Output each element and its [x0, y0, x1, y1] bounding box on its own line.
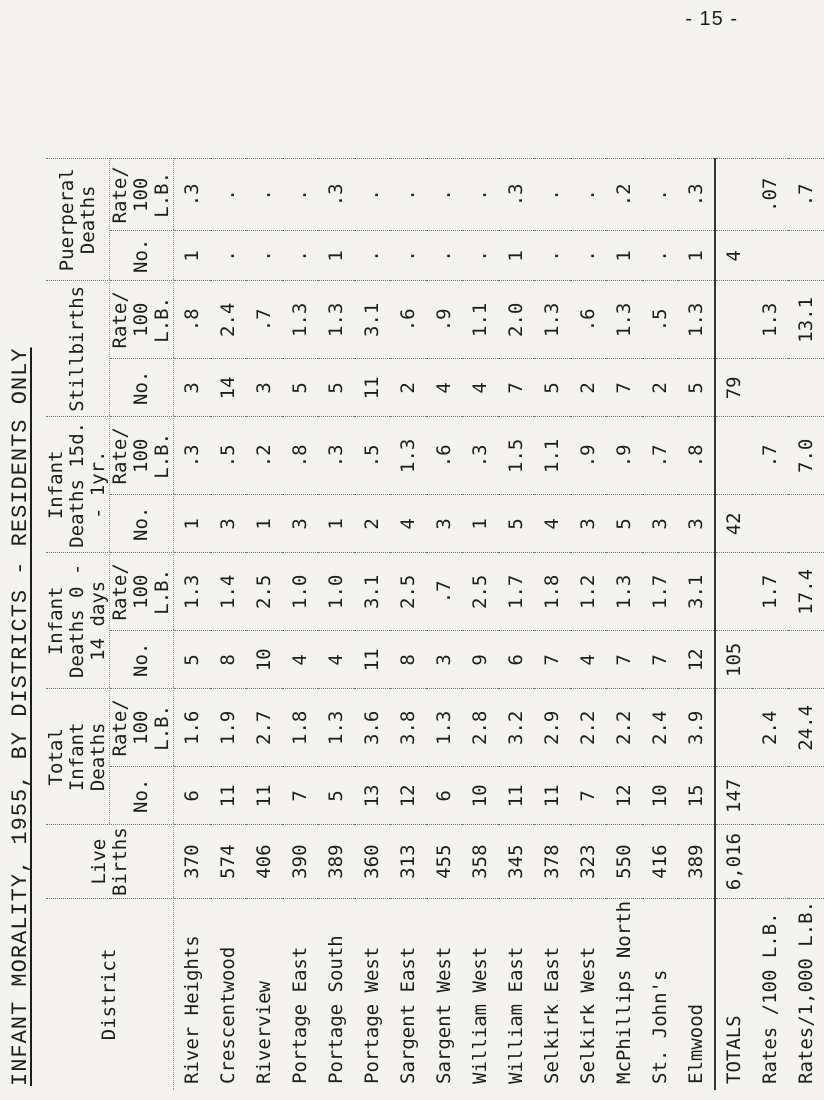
cell: 378: [534, 825, 570, 899]
cell: .: [354, 231, 390, 281]
cell: 14: [210, 359, 246, 417]
cell: 550: [606, 825, 642, 899]
cell: 24.4: [788, 689, 824, 767]
infant-mortality-table: [46, 158, 824, 1090]
district-name: Selkirk West: [570, 898, 606, 1090]
table-row: [606, 159, 642, 1090]
cell: .7: [642, 417, 678, 495]
cell: 2.4: [210, 281, 246, 359]
cell: 2: [642, 359, 678, 417]
cell: .3: [462, 417, 498, 495]
cell: 11: [246, 767, 282, 825]
cell: 1.3: [426, 689, 462, 767]
cell: 4: [390, 495, 426, 553]
header-stillbirths: Stillbirths: [46, 281, 110, 417]
cell: [752, 359, 788, 417]
cell: 2: [390, 359, 426, 417]
cell: 3: [570, 495, 606, 553]
cell: 389: [678, 825, 715, 899]
cell: 1: [318, 231, 354, 281]
cell: .7: [426, 553, 462, 631]
cell: .3: [174, 159, 211, 231]
cell: 7: [282, 767, 318, 825]
cell: 6: [498, 631, 534, 689]
cell: 313: [390, 825, 426, 899]
cell: .7: [752, 417, 788, 495]
cell: 13: [354, 767, 390, 825]
cell: 1.3: [606, 281, 642, 359]
cell: [715, 689, 752, 767]
cell: 3.6: [354, 689, 390, 767]
cell: 6,016: [715, 825, 752, 899]
cell: 1.7: [498, 553, 534, 631]
cell: 2.5: [462, 553, 498, 631]
cell: .9: [570, 417, 606, 495]
cell: 105: [715, 631, 752, 689]
cell: 1.0: [318, 553, 354, 631]
cell: .5: [354, 417, 390, 495]
cell: 1.3: [318, 281, 354, 359]
cell: 1.1: [462, 281, 498, 359]
cell: 2.4: [642, 689, 678, 767]
cell: 1: [174, 495, 211, 553]
cell: [752, 631, 788, 689]
cell: 345: [498, 825, 534, 899]
cell: .: [462, 159, 498, 231]
subheader-rate: Rate/ 100 L.B.: [110, 689, 174, 767]
cell: 360: [354, 825, 390, 899]
cell: .3: [318, 417, 354, 495]
rates-1000-row: [788, 159, 824, 1090]
district-name: Riverview: [246, 898, 282, 1090]
cell: .: [642, 159, 678, 231]
cell: 1.3: [534, 281, 570, 359]
cell: 2: [354, 495, 390, 553]
cell: 5: [174, 631, 211, 689]
cell: 1.3: [752, 281, 788, 359]
cell: 9: [462, 631, 498, 689]
cell: 79: [715, 359, 752, 417]
subheader-rate: Rate/ 100 L.B.: [110, 281, 174, 359]
cell: 5: [678, 359, 715, 417]
cell: 10: [642, 767, 678, 825]
cell: .3: [498, 159, 534, 231]
cell: [788, 767, 824, 825]
cell: .: [534, 231, 570, 281]
cell: 2.0: [498, 281, 534, 359]
cell: .3: [174, 417, 211, 495]
subheader-no: No.: [110, 767, 174, 825]
cell: .9: [606, 417, 642, 495]
cell: 3.9: [678, 689, 715, 767]
cell: 358: [462, 825, 498, 899]
cell: 3: [210, 495, 246, 553]
cell: 2.2: [606, 689, 642, 767]
cell: 1.8: [282, 689, 318, 767]
table-row: [246, 159, 282, 1090]
cell: 11: [354, 631, 390, 689]
title-text: INFANT MORALITY, 1955, BY DISTRICTS - RESIDENTS ONLY: [8, 347, 33, 1086]
cell: .: [210, 231, 246, 281]
cell: 4: [534, 495, 570, 553]
district-name: William East: [498, 898, 534, 1090]
cell: .: [534, 159, 570, 231]
cell: .5: [642, 281, 678, 359]
district-name: William West: [462, 898, 498, 1090]
cell: .: [390, 231, 426, 281]
cell: .7: [246, 281, 282, 359]
header-total-infant-deaths: Total Infant Deaths: [46, 689, 110, 825]
cell: 11: [534, 767, 570, 825]
cell: .: [390, 159, 426, 231]
cell: 7: [498, 359, 534, 417]
cell: 11: [498, 767, 534, 825]
cell: 7: [570, 767, 606, 825]
subheader-rate: Rate/ 100 L.B.: [110, 159, 174, 231]
cell: .: [642, 231, 678, 281]
cell: .: [426, 231, 462, 281]
cell: 7: [606, 631, 642, 689]
cell: [788, 231, 824, 281]
cell: 1.6: [174, 689, 211, 767]
page-number: - 15 -: [685, 8, 738, 30]
cell: 3: [426, 631, 462, 689]
cell: 2.8: [462, 689, 498, 767]
cell: 15: [678, 767, 715, 825]
cell: 390: [282, 825, 318, 899]
table-row: [642, 159, 678, 1090]
cell: [715, 159, 752, 231]
cell: 6: [174, 767, 211, 825]
table-row: [354, 159, 390, 1090]
cell: 4: [318, 631, 354, 689]
cell: 3: [426, 495, 462, 553]
cell: .6: [426, 417, 462, 495]
cell: 1.2: [570, 553, 606, 631]
cell: [788, 631, 824, 689]
cell: 4: [715, 231, 752, 281]
district-name: Portage East: [282, 898, 318, 1090]
cell: .: [282, 159, 318, 231]
table-row: [282, 159, 318, 1090]
cell: 3.1: [354, 281, 390, 359]
cell: 370: [174, 825, 211, 899]
cell: 12: [678, 631, 715, 689]
rates-1000-label: Rates/1,000 L.B.: [788, 898, 824, 1090]
cell: [752, 825, 788, 899]
cell: 1.9: [210, 689, 246, 767]
cell: 2.9: [534, 689, 570, 767]
cell: 323: [570, 825, 606, 899]
cell: 416: [642, 825, 678, 899]
cell: 1.7: [642, 553, 678, 631]
table-row: [678, 159, 715, 1090]
cell: .2: [246, 417, 282, 495]
cell: [788, 359, 824, 417]
cell: [715, 417, 752, 495]
cell: 7: [642, 631, 678, 689]
subheader-no: No.: [110, 495, 174, 553]
cell: 1: [606, 231, 642, 281]
subheader-no: No.: [110, 631, 174, 689]
cell: 11: [210, 767, 246, 825]
cell: 5: [534, 359, 570, 417]
cell: [715, 281, 752, 359]
table-row: [426, 159, 462, 1090]
cell: .8: [174, 281, 211, 359]
cell: 406: [246, 825, 282, 899]
cell: .: [426, 159, 462, 231]
cell: 1.8: [534, 553, 570, 631]
cell: .6: [570, 281, 606, 359]
cell: 3: [174, 359, 211, 417]
cell: 3: [678, 495, 715, 553]
cell: 389: [318, 825, 354, 899]
cell: 1: [498, 231, 534, 281]
district-name: Selkirk East: [534, 898, 570, 1090]
cell: .8: [282, 417, 318, 495]
cell: 13.1: [788, 281, 824, 359]
cell: .8: [678, 417, 715, 495]
cell: 5: [318, 359, 354, 417]
cell: 4: [462, 359, 498, 417]
cell: 4: [570, 631, 606, 689]
table-row: [462, 159, 498, 1090]
cell: 1: [678, 231, 715, 281]
cell: 455: [426, 825, 462, 899]
district-name: St. John's: [642, 898, 678, 1090]
cell: 1: [174, 231, 211, 281]
header-live-births: Live Births: [46, 825, 174, 899]
cell: [752, 767, 788, 825]
cell: .: [570, 231, 606, 281]
cell: 3.8: [390, 689, 426, 767]
table-row: [174, 159, 211, 1090]
cell: .6: [390, 281, 426, 359]
cell: 2.4: [752, 689, 788, 767]
header-district: District: [46, 898, 174, 1090]
header-infant-deaths-0-14: Infant Deaths 0 - 14 days: [46, 553, 110, 689]
subheader-no: No.: [110, 359, 174, 417]
district-name: Sargent West: [426, 898, 462, 1090]
cell: .: [570, 159, 606, 231]
cell: .: [210, 159, 246, 231]
cell: 8: [210, 631, 246, 689]
cell: .2: [606, 159, 642, 231]
cell: 2.7: [246, 689, 282, 767]
cell: .5: [210, 417, 246, 495]
rates-100-row: [752, 159, 788, 1090]
cell: 2.5: [390, 553, 426, 631]
cell: .: [246, 231, 282, 281]
cell: 12: [390, 767, 426, 825]
cell: 1: [462, 495, 498, 553]
table-row: [498, 159, 534, 1090]
cell: 2.5: [246, 553, 282, 631]
cell: 17.4: [788, 553, 824, 631]
cell: 3: [642, 495, 678, 553]
cell: 8: [390, 631, 426, 689]
cell: 1.3: [174, 553, 211, 631]
cell: 10: [462, 767, 498, 825]
cell: 5: [606, 495, 642, 553]
cell: 7: [606, 359, 642, 417]
cell: 3.1: [678, 553, 715, 631]
cell: 1.5: [498, 417, 534, 495]
cell: 1.3: [606, 553, 642, 631]
rates-100-label: Rates /100 L.B.: [752, 898, 788, 1090]
cell: 6: [426, 767, 462, 825]
district-name: Portage West: [354, 898, 390, 1090]
cell: 5: [282, 359, 318, 417]
cell: 1.3: [390, 417, 426, 495]
cell: .: [354, 159, 390, 231]
cell: [715, 553, 752, 631]
subheader-no: No.: [110, 231, 174, 281]
cell: [752, 231, 788, 281]
subheader-rate: Rate/ 100 L.B.: [110, 553, 174, 631]
cell: 5: [318, 767, 354, 825]
cell: 11: [354, 359, 390, 417]
totals-row: [715, 159, 752, 1090]
cell: 3: [246, 359, 282, 417]
totals-label: TOTALS: [715, 898, 752, 1090]
cell: .: [246, 159, 282, 231]
cell: .3: [318, 159, 354, 231]
table-row: [570, 159, 606, 1090]
cell: 1.3: [282, 281, 318, 359]
district-name: Sargent East: [390, 898, 426, 1090]
district-name: Elmwood: [678, 898, 715, 1090]
cell: .9: [426, 281, 462, 359]
cell: 1.3: [678, 281, 715, 359]
district-name: River Heights: [174, 898, 211, 1090]
cell: 10: [246, 631, 282, 689]
cell: [752, 495, 788, 553]
cell: 1.1: [534, 417, 570, 495]
cell: 1.4: [210, 553, 246, 631]
cell: 1.0: [282, 553, 318, 631]
header-puerperal-deaths: Puerperal Deaths: [46, 159, 110, 281]
cell: .: [462, 231, 498, 281]
cell: 2: [570, 359, 606, 417]
cell: 1: [318, 495, 354, 553]
table-row: [318, 159, 354, 1090]
subheader-rate: Rate/ 100 L.B.: [110, 417, 174, 495]
table-row: [210, 159, 246, 1090]
cell: .3: [678, 159, 715, 231]
header-infant-deaths-15d-1yr: Infant Deaths 15d. - 1yr.: [46, 417, 110, 553]
district-name: McPhillips North: [606, 898, 642, 1090]
cell: .: [282, 231, 318, 281]
cell: 5: [498, 495, 534, 553]
cell: 1: [246, 495, 282, 553]
district-name: Crescentwood: [210, 898, 246, 1090]
cell: 3: [282, 495, 318, 553]
district-rows: [174, 159, 824, 1090]
cell: 4: [426, 359, 462, 417]
cell: 7.0: [788, 417, 824, 495]
cell: 574: [210, 825, 246, 899]
cell: [788, 495, 824, 553]
cell: 4: [282, 631, 318, 689]
cell: 1.3: [318, 689, 354, 767]
cell: 147: [715, 767, 752, 825]
cell: 7: [534, 631, 570, 689]
table-row: [534, 159, 570, 1090]
cell: .07: [752, 159, 788, 231]
cell: [788, 825, 824, 899]
cell: 1.7: [752, 553, 788, 631]
cell: 12: [606, 767, 642, 825]
document-title: [0, 0, 46, 1100]
table-row: [390, 159, 426, 1090]
cell: 3.2: [498, 689, 534, 767]
cell: .7: [788, 159, 824, 231]
cell: 3.1: [354, 553, 390, 631]
district-name: Portage South: [318, 898, 354, 1090]
cell: 42: [715, 495, 752, 553]
cell: 2.2: [570, 689, 606, 767]
